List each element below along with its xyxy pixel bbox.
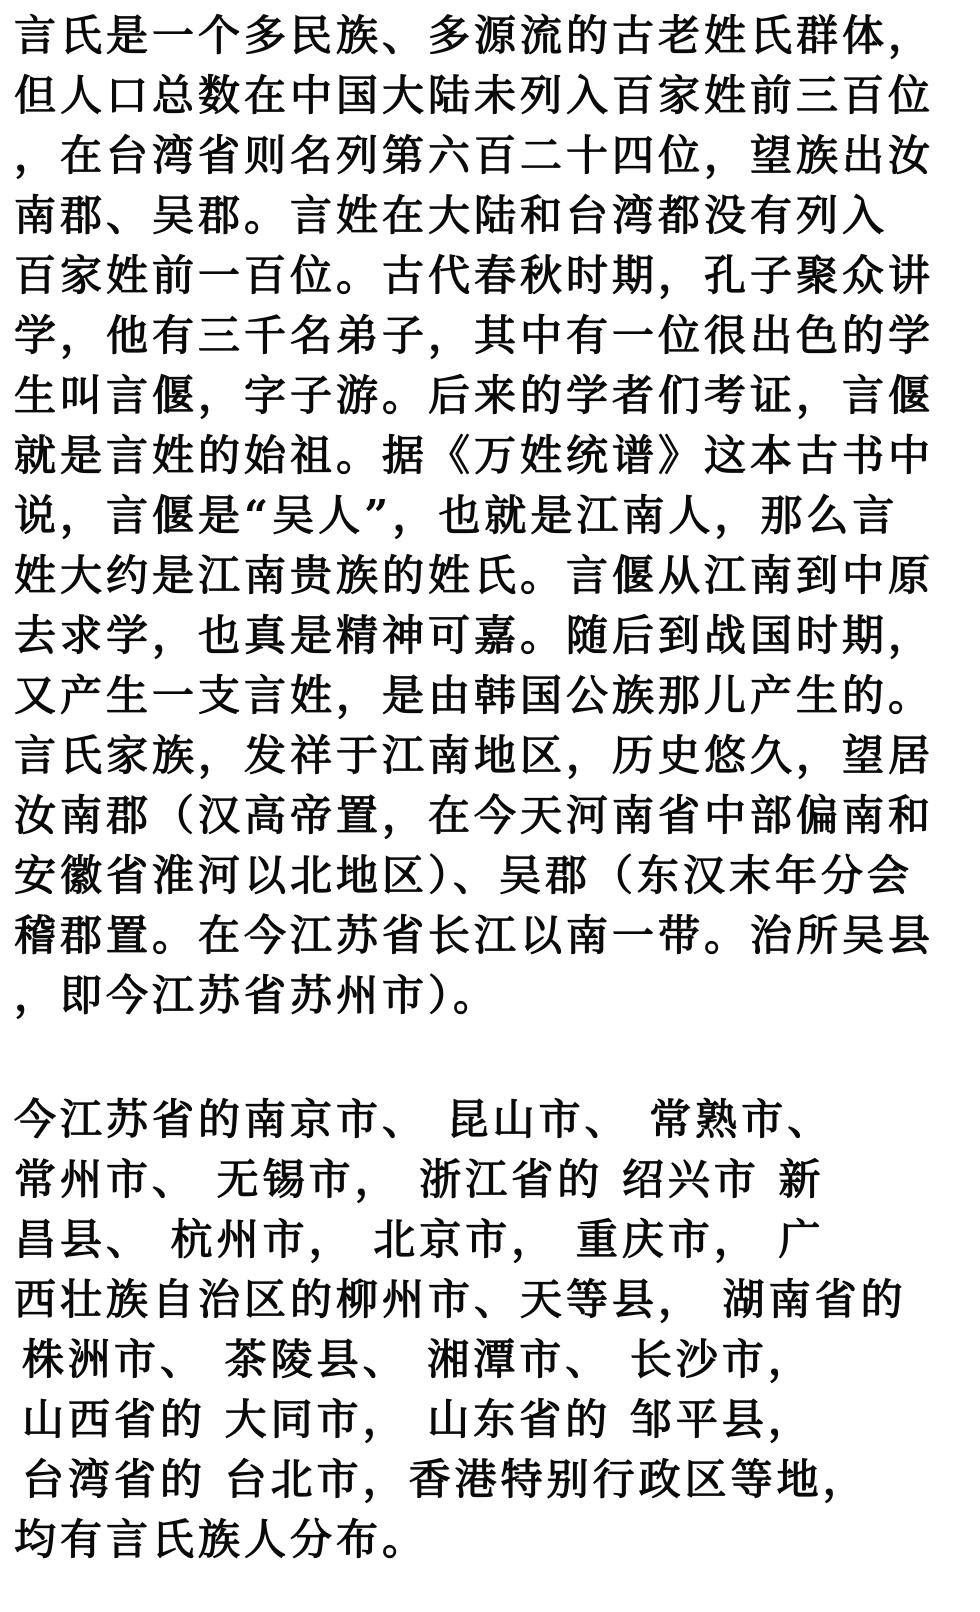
text-line: 学，他有三千名弟子，其中有一位很出色的学 <box>14 311 935 360</box>
text-line: 安徽省淮河以北地区）、吴郡（东汉末年分会 <box>14 851 914 900</box>
text-line: 山西省的 大同市， 山东省的 邹平县， <box>22 1395 814 1444</box>
text-line: 说，言偃是“吴人”，也就是江南人，那么言 <box>14 491 899 540</box>
text-line: 南郡、吴郡。言姓在大陆和台湾都没有列入 <box>14 191 889 240</box>
text-line: 台湾省的 台北市，香港特别行政区等地， <box>22 1455 869 1504</box>
text-line: 西壮族自治区的柳州市、天等县， 湖南省的 <box>14 1275 907 1324</box>
text-line: 株洲市、 茶陵县、 湘潭市、 长沙市， <box>22 1335 814 1384</box>
text-line: 姓大约是江南贵族的姓氏。言偃从江南到中原 <box>14 551 935 600</box>
text-line: 就是言姓的始祖。据《万姓统谱》这本古书中 <box>14 431 935 480</box>
text-line: 言氏是一个多民族、多源流的古老姓氏群体， <box>14 11 935 60</box>
text-line: 汝南郡（汉高帝置，在今天河南省中部偏南和 <box>14 791 935 840</box>
text-line: 稽郡置。在今江苏省长江以南一带。治所吴县 <box>14 911 935 960</box>
text-line: 去求学，也真是精神可嘉。随后到战国时期， <box>14 611 935 660</box>
text-line: 均有言氏族人分布。 <box>14 1515 429 1564</box>
text-line: 言氏家族，发祥于江南地区，历史悠久，望居 <box>14 731 935 780</box>
text-line: ，在台湾省则名列第六百二十四位，望族出汝 <box>14 131 935 180</box>
text-line: 今江苏省的南京市、 昆山市、 常熟市、 <box>14 1095 834 1144</box>
text-line: 昌县、 杭州市， 北京市， 重庆市， 广 <box>14 1215 825 1264</box>
text-line: 但人口总数在中国大陆未列入百家姓前三百位 <box>14 71 935 120</box>
text-line: 又产生一支言姓，是由韩国公族那儿产生的。 <box>14 671 935 720</box>
text-line: 百家姓前一百位。古代春秋时期，孔子聚众讲 <box>14 251 935 300</box>
text-line: ，即今江苏省苏州市）。 <box>14 971 500 1020</box>
text-line: 常州市、 无锡市， 浙江省的 绍兴市 新 <box>14 1155 825 1204</box>
text-line: 生叫言偃，字子游。后来的学者们考证，言偃 <box>14 371 935 420</box>
